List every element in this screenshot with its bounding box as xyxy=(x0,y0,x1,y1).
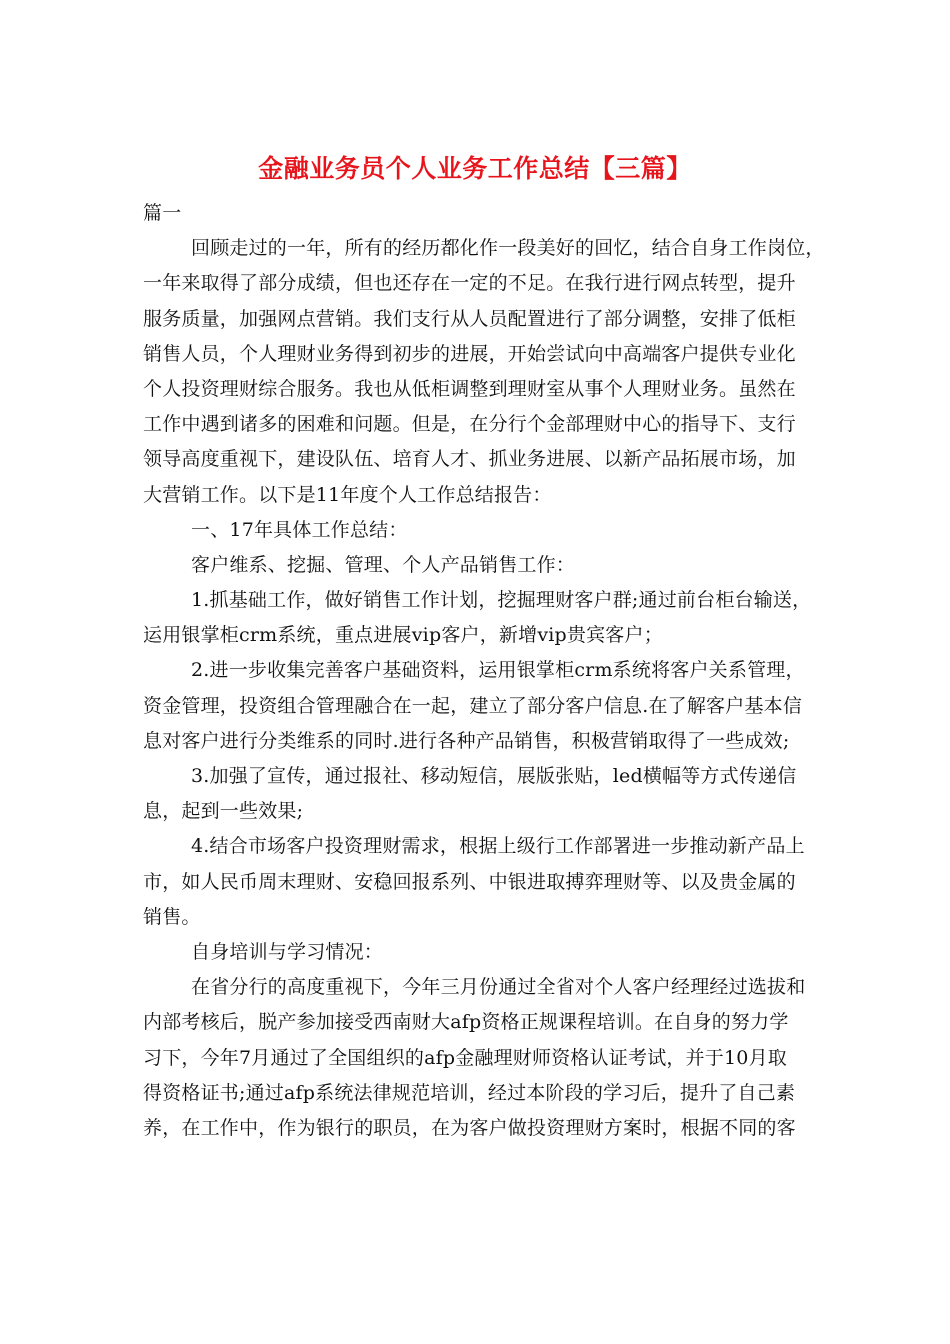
paragraph-line: 3.加强了宣传，通过报社、移动短信，展版张贴，led横幅等方式传递信 xyxy=(191,765,797,787)
paragraph-line: 息，起到一些效果; xyxy=(143,800,304,823)
paragraph-line: 2.进一步收集完善客户基础资料，运用银掌柜crm系统将客户关系管理， xyxy=(191,659,805,682)
paragraph-line: 习下，今年7月通过了全国组织的afp金融理财师资格认证考试，并于10月取 xyxy=(143,1046,787,1069)
paragraph-line: 得资格证书;通过afp系统法律规范培训，经过本阶段的学习后，提升了自己素 xyxy=(143,1081,796,1104)
section-heading: 篇一 xyxy=(143,202,182,224)
paragraph-line: 在省分行的高度重视下，今年三月份通过全省对个人客户经理经过选拔和 xyxy=(191,976,806,999)
paragraph-line: 4.结合市场客户投资理财需求，根据上级行工作部署进一步推动新产品上 xyxy=(191,835,805,858)
paragraph-line: 销售。 xyxy=(143,905,201,928)
paragraph-line: 1.抓基础工作，做好销售工作计划，挖掘理财客户群;通过前台柜台输送， xyxy=(191,589,812,612)
paragraph-line: 个人投资理财综合服务。我也从低柜调整到理财室从事个人理财业务。虽然在 xyxy=(143,377,796,400)
paragraph-line: 大营销工作。以下是11年度个人工作总结报告： xyxy=(143,483,552,506)
paragraph-line: 回顾走过的一年，所有的经历都化作一段美好的回忆，结合自身工作岗位， xyxy=(191,237,825,260)
document-title: 金融业务员个人业务工作总结【三篇】 xyxy=(258,154,692,183)
paragraph-line: 服务质量，加强网点营销。我们支行从人员配置进行了部分调整，安排了低柜 xyxy=(143,307,796,330)
paragraph-line: 销售人员，个人理财业务得到初步的进展，开始尝试向中高端客户提供专业化 xyxy=(143,342,796,365)
paragraph-line: 运用银掌柜crm系统，重点进展vip客户，新增vip贵宾客户； xyxy=(143,624,663,647)
subheading: 一、17年具体工作总结： xyxy=(191,518,408,541)
paragraph-line: 领导高度重视下，建设队伍、培育人才、抓业务进展、以新产品拓展市场，加 xyxy=(143,448,796,471)
document-body xyxy=(143,196,825,1146)
subheading: 客户维系、挖掘、管理、个人产品销售工作： xyxy=(191,553,576,576)
paragraph-line: 资金管理，投资组合管理融合在一起，建立了部分客户信息.在了解客户基本信 xyxy=(143,694,803,717)
paragraph-line: 市，如人民币周末理财、安稳回报系列、中银进取搏弈理财等、以及贵金属的 xyxy=(143,870,796,893)
paragraph-line: 一年来取得了部分成绩，但也还存在一定的不足。在我行进行网点转型，提升 xyxy=(143,272,796,295)
paragraph-line: 养，在工作中，作为银行的职员，在为客户做投资理财方案时，根据不同的客 xyxy=(143,1116,796,1139)
paragraph-line: 工作中遇到诸多的困难和问题。但是，在分行个金部理财中心的指导下、支行 xyxy=(143,413,796,436)
paragraph-line: 内部考核后，脱产参加接受西南财大afp资格正规课程培训。在自身的努力学 xyxy=(143,1011,789,1034)
subheading: 自身培训与学习情况： xyxy=(191,940,384,963)
paragraph-line: 息对客户进行分类维系的同时.进行各种产品销售，积极营销取得了一些成效; xyxy=(143,729,790,752)
